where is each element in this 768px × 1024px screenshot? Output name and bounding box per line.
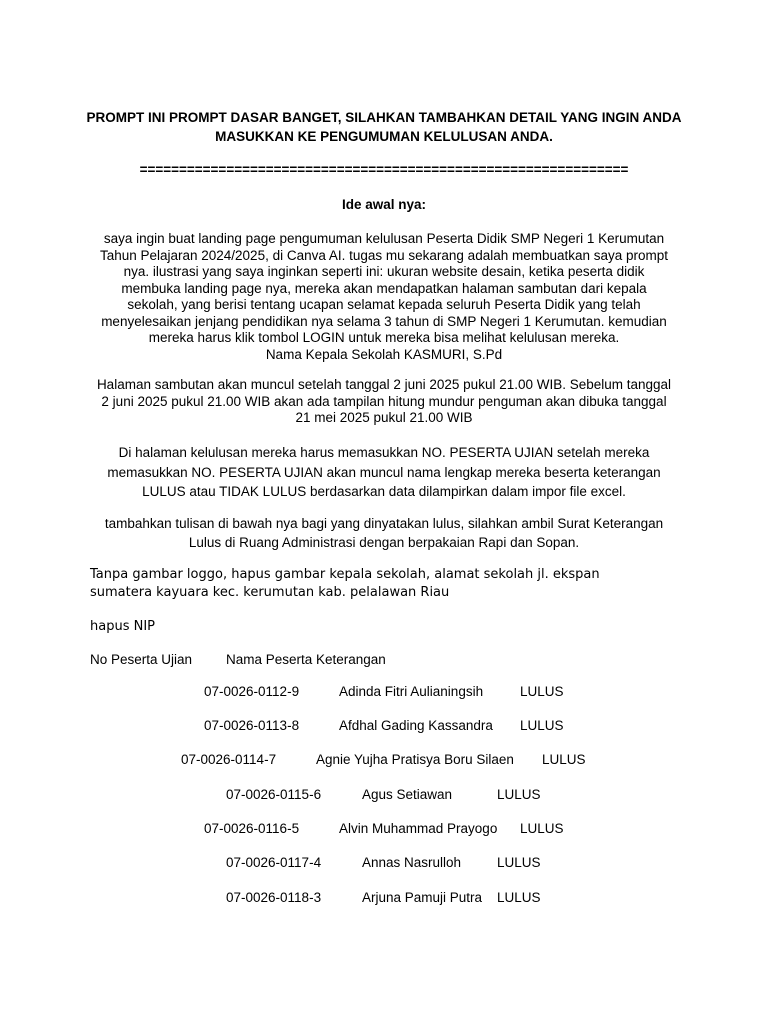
participant-name: Alvin Muhammad Prayogo bbox=[339, 821, 498, 836]
participant-number: 07-0026-0117-4 bbox=[226, 855, 322, 870]
paragraph-line: LULUS atau TIDAK LULUS berdasarkan data dilampirkan dalam impor file excel. bbox=[142, 484, 626, 499]
document-title: PROMPT INI PROMPT DASAR BANGET, SILAHKAN TAMBAHKAN DETAIL YANG INGIN ANDA MASUKKAN KE PENGUMUMAN KELULUSAN ANDA. bbox=[86, 110, 682, 144]
participant-status: LULUS bbox=[542, 752, 586, 767]
participant-number: 07-0026-0116-5 bbox=[204, 821, 300, 836]
paragraph-line: Nama Kepala Sekolah KASMURI, S.Pd bbox=[265, 346, 503, 362]
paragraph-landing-page bbox=[0, 231, 768, 363]
paragraph-line: memasukkan NO. PESERTA UJIAN akan muncul nama lengkap mereka beserta keterangan bbox=[107, 464, 661, 480]
participant-name: Arjuna Pamuji Putra bbox=[362, 890, 483, 905]
participant-status: LULUS bbox=[520, 821, 564, 836]
participant-status: LULUS bbox=[497, 855, 541, 870]
participant-number: 07-0026-0113-8 bbox=[204, 718, 300, 733]
paragraph-line: sumatera kayuara kec. kerumutan kab. pelalawan Riau bbox=[90, 585, 450, 600]
paragraph-line: Lulus di Ruang Administrasi dengan berpakaian Rapi dan Sopan. bbox=[188, 535, 580, 550]
table-header-status: Keterangan bbox=[316, 652, 386, 667]
paragraph-graduation-page bbox=[0, 443, 768, 502]
paragraph-line: menyelesaikan jenjang pendidikan nya selama 3 tahun di SMP Negeri 1 Kerumutan. kemudian bbox=[101, 313, 667, 329]
paragraph-line: sekolah, yang berisi tentang ucapan selamat kepada seluruh Peserta Didik yang telah bbox=[127, 297, 641, 312]
paragraph-line: Tahun Pelajaran 2024/2025, di Canva AI. tugas mu sekarang adalah membuatkan saya prompt bbox=[99, 247, 669, 263]
separator-line: ============================================================== bbox=[139, 162, 629, 177]
participant-name: Adinda Fitri Aulianingsih bbox=[339, 684, 484, 699]
participant-name: Annas Nasrulloh bbox=[362, 855, 462, 870]
paragraph-line: nya. ilustrasi yang saya inginkan seperti ini: ukuran website desain, ketika peserta didik bbox=[123, 264, 645, 279]
idea-heading: Ide awal nya: bbox=[341, 197, 427, 212]
participant-status: LULUS bbox=[497, 787, 541, 802]
paragraph-line: 2 juni 2025 pukul 21.00 WIB akan ada tampilan hitung mundur penguman akan dibuka tanggal bbox=[101, 393, 667, 409]
paragraph-certificate-note bbox=[0, 514, 768, 552]
paragraph-remove-logo bbox=[90, 566, 690, 602]
participant-name: Afdhal Gading Kassandra bbox=[339, 718, 493, 733]
paragraph-line: 21 mei 2025 pukul 21.00 WIB bbox=[295, 410, 473, 425]
participant-status: LULUS bbox=[520, 684, 564, 699]
paragraph-line: Halaman sambutan akan muncul setelah tanggal 2 juni 2025 pukul 21.00 WIB. Sebelum tanggal bbox=[96, 377, 672, 392]
participant-number: 07-0026-0112-9 bbox=[204, 684, 300, 699]
paragraph-line: mereka harus klik tombol LOGIN untuk mereka bisa melihat kelulusan mereka. bbox=[148, 330, 620, 345]
participant-status: LULUS bbox=[520, 718, 564, 733]
paragraph-remove-nip: hapus NIP bbox=[90, 619, 155, 634]
paragraph-line: saya ingin buat landing page pengumuman kelulusan Peserta Didik SMP Negeri 1 Kerumutan bbox=[103, 231, 665, 246]
paragraph-line: tambahkan tulisan di bawah nya bagi yang dinyatakan lulus, silahkan ambil Surat Keterangan bbox=[104, 516, 664, 531]
paragraph-line: Di halaman kelulusan mereka harus memasukkan NO. PESERTA UJIAN setelah mereka bbox=[118, 445, 650, 460]
table-header-name: Nama Peserta bbox=[226, 652, 313, 667]
paragraph-line: membuka landing page nya, mereka akan mendapatkan halaman sambutan dari kepala bbox=[121, 280, 647, 296]
participant-number: 07-0026-0114-7 bbox=[181, 752, 277, 767]
participant-name: Agus Setiawan bbox=[362, 787, 453, 802]
participant-number: 07-0026-0115-6 bbox=[226, 787, 322, 802]
table-header-no: No Peserta Ujian bbox=[90, 652, 193, 667]
participant-name: Agnie Yujha Pratisya Boru Silaen bbox=[316, 752, 514, 767]
paragraph-schedule bbox=[0, 377, 768, 427]
participant-number: 07-0026-0118-3 bbox=[226, 890, 322, 905]
paragraph-line: Tanpa gambar loggo, hapus gambar kepala sekolah, alamat sekolah jl. ekspan bbox=[90, 567, 600, 582]
participant-status: LULUS bbox=[497, 890, 541, 905]
